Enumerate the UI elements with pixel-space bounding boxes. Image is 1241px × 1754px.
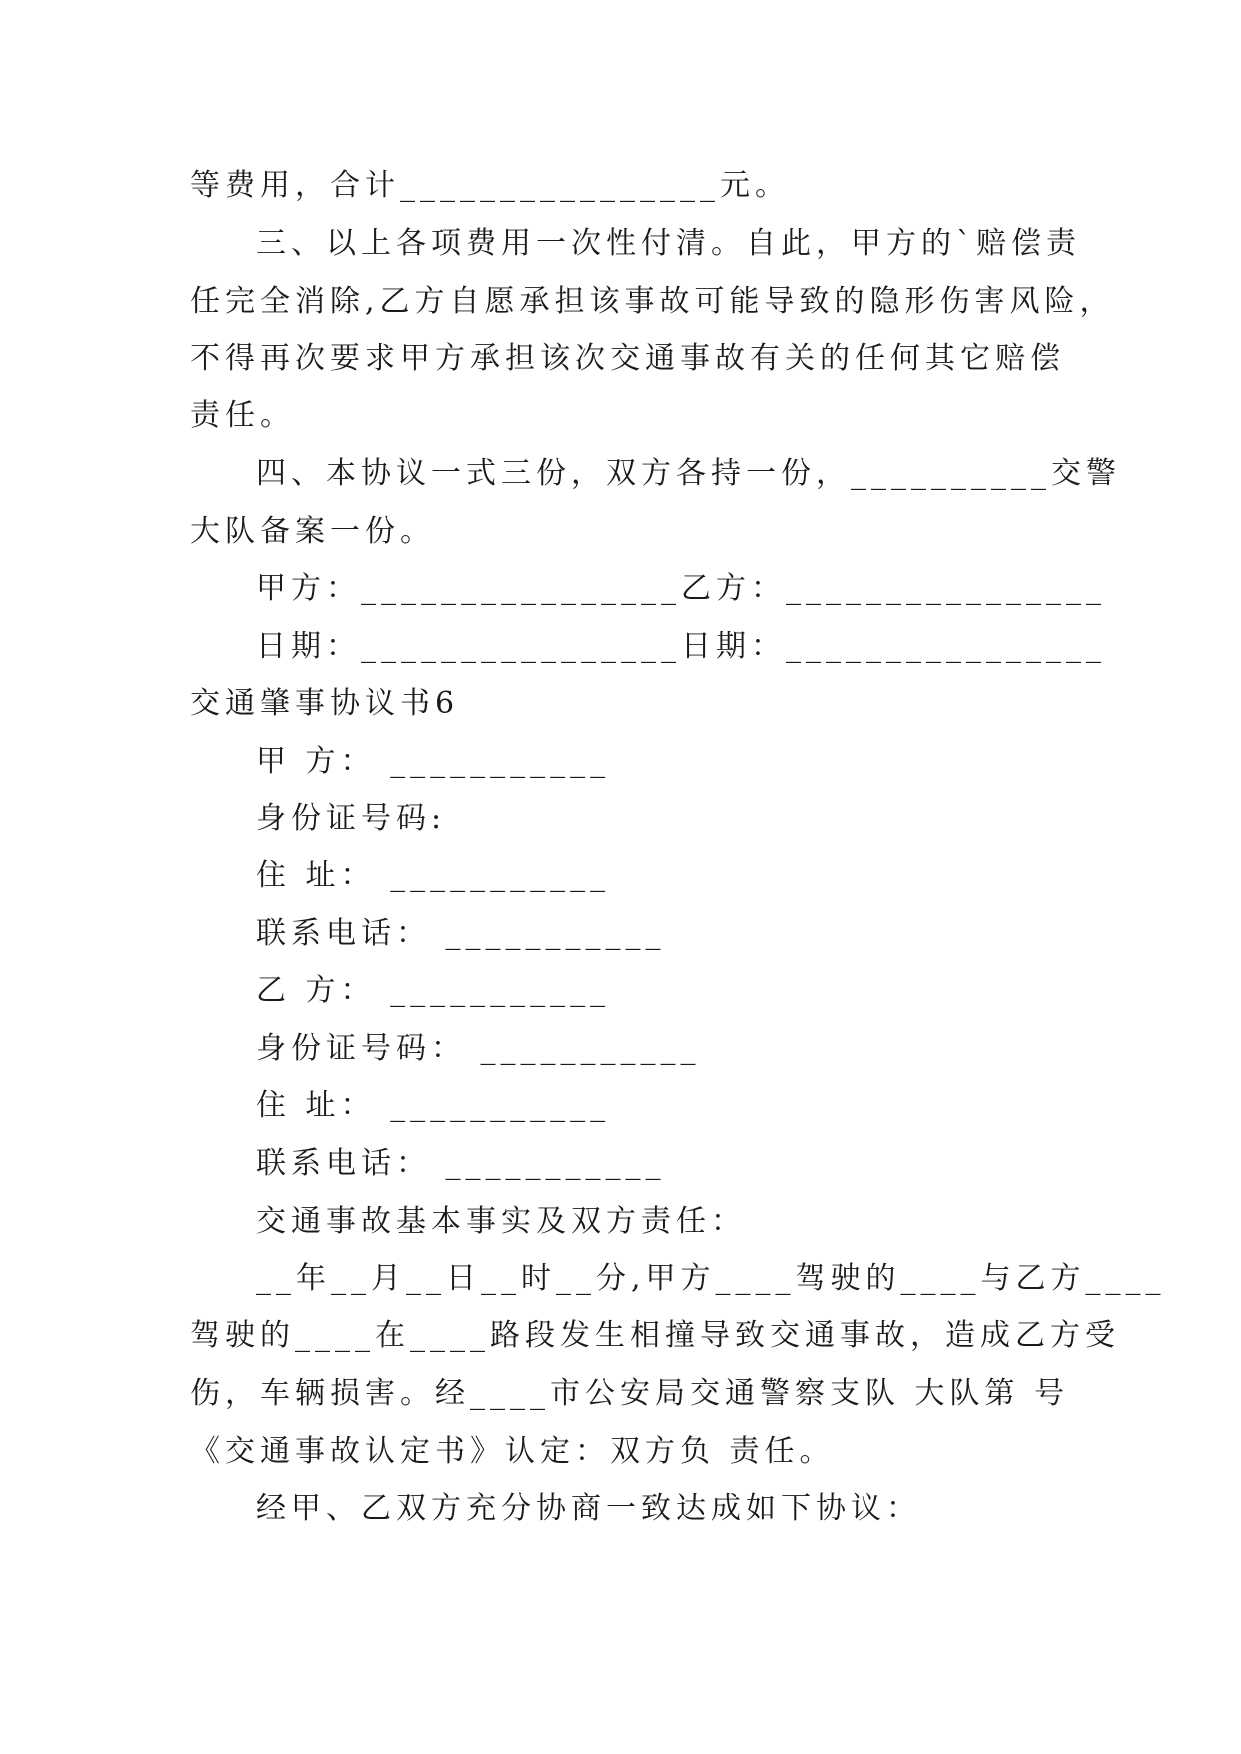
text-line: 交通事故基本事实及双方责任： [256, 1204, 746, 1239]
text-line: 三、以上各项费用一次性付清。自此，甲方的`赔偿责 [256, 226, 1081, 261]
text-line: 联系电话： ___________ [256, 1146, 666, 1181]
text-line: 乙 方： ___________ [256, 973, 611, 1008]
text-line: 责任。 [190, 398, 295, 433]
text-line: 联系电话： ___________ [256, 916, 666, 951]
text-line: 甲 方： ___________ [256, 744, 611, 779]
text-line: 大队备案一份。 [190, 514, 435, 549]
text-line: 等费用，合计________________元。 [190, 168, 790, 203]
text-line: 任完全消除,乙方自愿承担该事故可能导致的隐形伤害风险， [190, 284, 1115, 319]
text-line: 伤，车辆损害。经____市公安局交通警察支队 大队第 号 [190, 1376, 1070, 1411]
text-line: 身份证号码: [256, 801, 447, 836]
text-line: 住 址： ___________ [256, 1088, 611, 1123]
text-line: 驾驶的____在____路段发生相撞导致交通事故，造成乙方受 [190, 1318, 1120, 1353]
text-line: __年__月__日__时__分,甲方____驾驶的____与乙方____ [256, 1261, 1166, 1296]
text-line: 日期：________________日期：________________ [256, 629, 1106, 664]
text-line: 经甲、乙双方充分协商一致达成如下协议： [256, 1491, 921, 1526]
text-line: 身份证号码： ___________ [256, 1031, 701, 1066]
text-line: 住 址： ___________ [256, 858, 611, 893]
text-line: 《交通事故认定书》认定：双方负 责任。 [190, 1434, 835, 1469]
text-line: 四、本协议一式三份，双方各持一份，__________交警 [256, 456, 1121, 491]
text-line: 甲方：________________乙方：________________ [256, 571, 1106, 606]
section-heading: 交通肇事协议书6 [190, 686, 460, 721]
text-line: 不得再次要求甲方承担该次交通事故有关的任何其它赔偿 [190, 341, 1065, 376]
